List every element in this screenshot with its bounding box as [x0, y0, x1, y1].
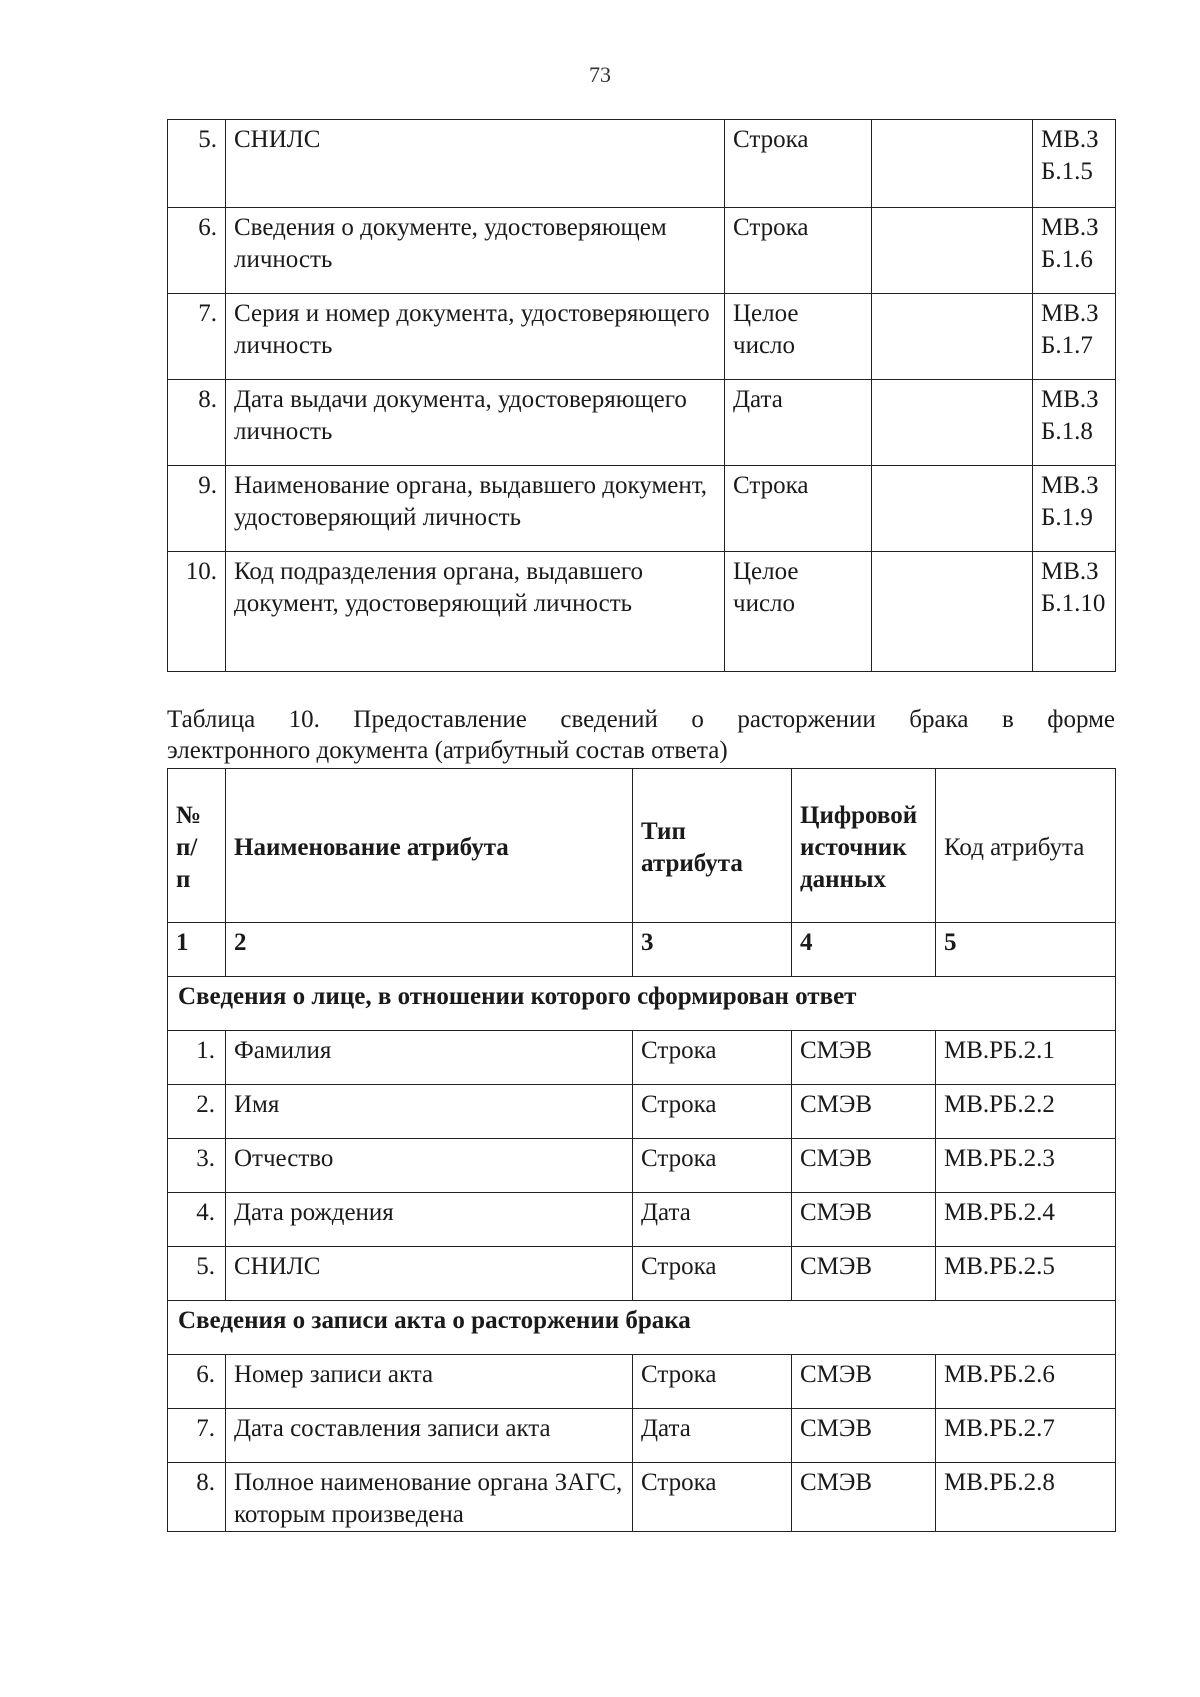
table-row	[168, 1355, 1116, 1409]
table-row	[168, 466, 1116, 552]
header-num: № п/ п	[168, 769, 226, 923]
table-row	[168, 552, 1116, 672]
attribute-name: Дата выдачи документа, удостоверяющего личность	[226, 380, 725, 466]
header-name: Наименование атрибута	[226, 769, 633, 923]
attribute-name: Имя	[226, 1085, 633, 1139]
attribute-name: Фамилия	[226, 1031, 633, 1085]
table-row	[168, 1247, 1116, 1301]
attribute-type: Строка	[725, 466, 872, 552]
data-source: СМЭВ	[792, 1355, 936, 1409]
data-source	[872, 552, 1033, 672]
column-number: 5	[936, 923, 1116, 977]
data-source	[872, 380, 1033, 466]
data-source	[872, 120, 1033, 208]
table-row	[168, 1409, 1116, 1463]
attribute-code: МВ.З Б.1.10	[1033, 552, 1116, 672]
attribute-type: Строка	[633, 1139, 792, 1193]
row-number: 10.	[168, 552, 226, 672]
section-row	[168, 977, 1116, 1031]
row-number: 4.	[168, 1193, 226, 1247]
attribute-code: МВ.РБ.2.7	[936, 1409, 1116, 1463]
attribute-name: СНИЛС	[226, 120, 725, 208]
attribute-type: Строка	[633, 1085, 792, 1139]
attribute-type: Целое число	[725, 552, 872, 672]
table-row	[168, 208, 1116, 294]
attribute-code: МВ.З Б.1.6	[1033, 208, 1116, 294]
attribute-name: Серия и номер документа, удостоверяющего личность	[226, 294, 725, 380]
page-number: 73	[589, 62, 611, 87]
table-row	[168, 380, 1116, 466]
row-number: 7.	[168, 294, 226, 380]
attribute-name: Код подразделения органа, выдавшего документ, удостоверяющий личность	[226, 552, 725, 672]
attribute-name: Дата рождения	[226, 1193, 633, 1247]
header-code: Код атрибута	[936, 769, 1116, 923]
caption-line: Таблица 10. Предоставление сведений о расторжении брака в форме	[167, 706, 1115, 733]
header-type: Тип атрибута	[633, 769, 792, 923]
attribute-type: Дата	[725, 380, 872, 466]
table-row	[168, 1085, 1116, 1139]
section-row	[168, 1301, 1116, 1355]
attribute-code: МВ.РБ.2.6	[936, 1355, 1116, 1409]
section-title: Сведения о записи акта о расторжении брака	[168, 1301, 1116, 1355]
column-number: 2	[226, 923, 633, 977]
data-source	[872, 208, 1033, 294]
row-number: 6.	[168, 208, 226, 294]
attribute-code: МВ.РБ.2.1	[936, 1031, 1116, 1085]
table-header-row	[168, 769, 1116, 923]
data-source: СМЭВ	[792, 1463, 936, 1532]
row-number: 3.	[168, 1139, 226, 1193]
table-caption	[167, 704, 1115, 766]
attribute-type: Строка	[633, 1355, 792, 1409]
data-source: СМЭВ	[792, 1139, 936, 1193]
attribute-code: МВ.З Б.1.5	[1033, 120, 1116, 208]
table-row	[168, 1031, 1116, 1085]
row-number: 5.	[168, 1247, 226, 1301]
row-number: 7.	[168, 1409, 226, 1463]
attribute-name: Наименование органа, выдавшего документ, удостоверяющий личность	[226, 466, 725, 552]
attribute-code: МВ.РБ.2.4	[936, 1193, 1116, 1247]
attribute-code: МВ.РБ.2.5	[936, 1247, 1116, 1301]
caption-line: электронного документа (атрибутный состав ответа)	[167, 737, 728, 764]
attribute-type: Дата	[633, 1409, 792, 1463]
attribute-name: Дата составления записи акта	[226, 1409, 633, 1463]
column-number: 3	[633, 923, 792, 977]
section-title: Сведения о лице, в отношении которого сформирован ответ	[168, 977, 1116, 1031]
divorce-attribute-table	[167, 768, 1116, 1532]
row-number: 6.	[168, 1355, 226, 1409]
header-source: Цифровой источник данных	[792, 769, 936, 923]
row-number: 5.	[168, 120, 226, 208]
table-row	[168, 294, 1116, 380]
table-row	[168, 1139, 1116, 1193]
data-source	[872, 466, 1033, 552]
row-number: 8.	[168, 380, 226, 466]
attribute-type: Дата	[633, 1193, 792, 1247]
data-source: СМЭВ	[792, 1085, 936, 1139]
attribute-code: МВ.З Б.1.7	[1033, 294, 1116, 380]
data-source: СМЭВ	[792, 1031, 936, 1085]
attribute-type: Строка	[725, 208, 872, 294]
attribute-type: Строка	[633, 1247, 792, 1301]
row-number: 8.	[168, 1463, 226, 1532]
attribute-code: МВ.РБ.2.2	[936, 1085, 1116, 1139]
attribute-name: Сведения о документе, удостоверяющем личность	[226, 208, 725, 294]
table-row	[168, 1193, 1116, 1247]
attribute-name: Полное наименование органа ЗАГС, которым произведена	[226, 1463, 633, 1532]
attribute-type: Строка	[633, 1463, 792, 1532]
attribute-code: МВ.РБ.2.3	[936, 1139, 1116, 1193]
attribute-code: МВ.З Б.1.9	[1033, 466, 1116, 552]
attribute-type: Целое число	[725, 294, 872, 380]
table-row	[168, 120, 1116, 208]
data-source: СМЭВ	[792, 1193, 936, 1247]
attribute-name: Номер записи акта	[226, 1355, 633, 1409]
attribute-type: Строка	[725, 120, 872, 208]
row-number: 9.	[168, 466, 226, 552]
table-row	[168, 1463, 1116, 1532]
column-number: 1	[168, 923, 226, 977]
row-number: 1.	[168, 1031, 226, 1085]
row-number: 2.	[168, 1085, 226, 1139]
attribute-type: Строка	[633, 1031, 792, 1085]
attribute-name: СНИЛС	[226, 1247, 633, 1301]
attribute-code: МВ.З Б.1.8	[1033, 380, 1116, 466]
data-source: СМЭВ	[792, 1409, 936, 1463]
data-source	[872, 294, 1033, 380]
attribute-name: Отчество	[226, 1139, 633, 1193]
attribute-code: МВ.РБ.2.8	[936, 1463, 1116, 1532]
column-number-row	[168, 923, 1116, 977]
data-source: СМЭВ	[792, 1247, 936, 1301]
continued-attribute-table	[167, 119, 1116, 672]
column-number: 4	[792, 923, 936, 977]
